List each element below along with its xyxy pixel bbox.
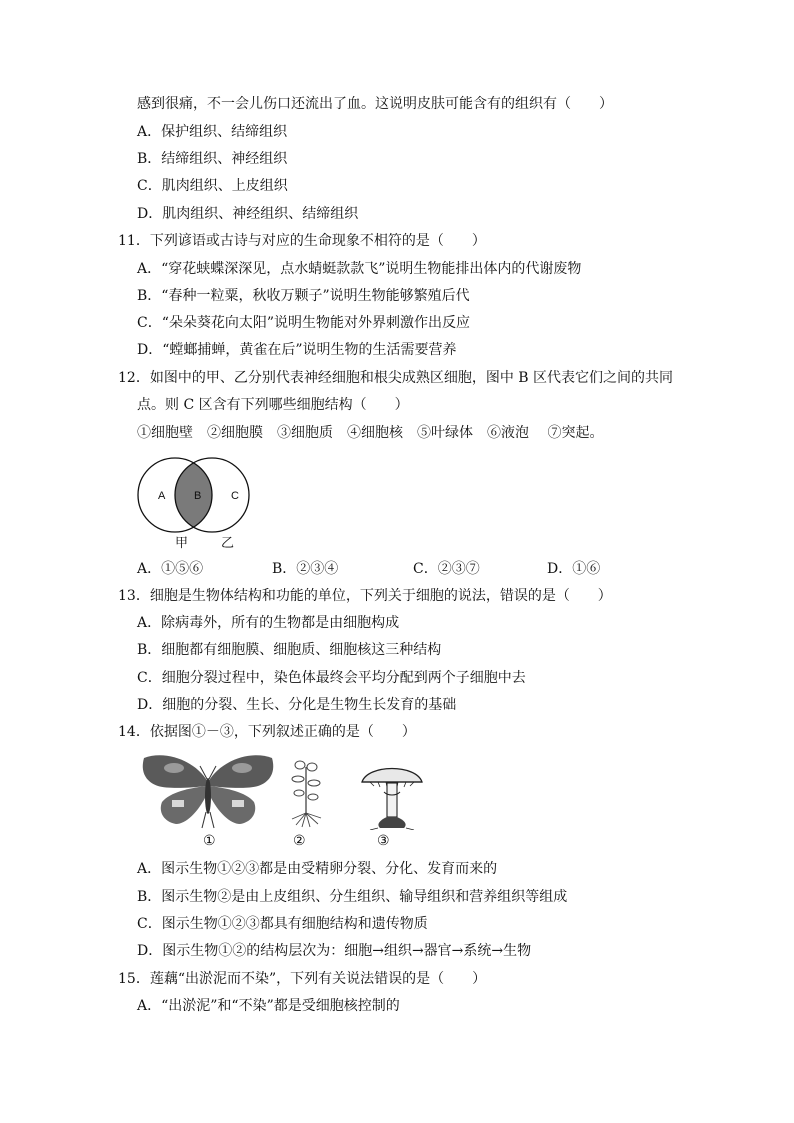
venn-label-yi: 乙 bbox=[221, 535, 235, 550]
q10-option-d: D．肌肉组织、神经组织、结缔组织 bbox=[137, 206, 359, 222]
q11-option-b: B．“春种一粒粟，秋收万颗子”说明生物能够繁殖后代 bbox=[137, 288, 470, 304]
q11-option-a: A．“穿花蛱蝶深深见，点水蜻蜓款款飞”说明生物能排出体内的代谢废物 bbox=[137, 261, 582, 277]
venn-label-a: A bbox=[158, 490, 166, 502]
q10-option-c: C．肌肉组织、上皮组织 bbox=[137, 178, 288, 194]
venn-label-b: B bbox=[194, 490, 202, 502]
q13-option-a: A．除病毒外，所有的生物都是由细胞构成 bbox=[137, 615, 400, 631]
q15-option-a: A．“出淤泥”和“不染”都是受细胞核控制的 bbox=[137, 998, 400, 1014]
q14-option-d: D．图示生物①②的结构层次为：细胞→组织→器官→系统→生物 bbox=[137, 943, 532, 959]
mushroom-image bbox=[360, 758, 424, 830]
q10-stem-continuation: 感到很痛，不一会儿伤口还流出了血。这说明皮肤可能含有的组织有（ ） bbox=[137, 96, 613, 112]
q14-option-c: C．图示生物①②③都具有细胞结构和遗传物质 bbox=[137, 916, 428, 932]
q12-stem-line2: 点。则 C 区含有下列哪些细胞结构（ ） bbox=[137, 397, 409, 413]
q15-stem: 15．莲藕“出淤泥而不染”，下列有关说法错误的是（ ） bbox=[118, 971, 487, 987]
figure-label-2: ② bbox=[293, 833, 306, 849]
q12-structure-list: ①细胞壁 ②细胞膜 ③细胞质 ④细胞核 ⑤叶绿体 ⑥液泡 ⑦突起。 bbox=[137, 425, 604, 441]
q12-option-a: A．①⑤⑥ bbox=[137, 561, 204, 577]
q10-option-b: B．结缔组织、神经组织 bbox=[137, 151, 288, 167]
q10-option-a: A．保护组织、结缔组织 bbox=[137, 124, 288, 140]
q11-option-d: D．“螳螂捕蝉，黄雀在后”说明生物的生活需要营养 bbox=[137, 342, 457, 358]
q14-option-a: A．图示生物①②③都是由受精卵分裂、分化、发育而来的 bbox=[137, 861, 498, 877]
q11-stem: 11．下列谚语或古诗与对应的生命现象不相符的是（ ） bbox=[118, 233, 486, 249]
figure-label-3: ③ bbox=[377, 833, 390, 849]
q14-stem: 14．依据图①－③，下列叙述正确的是（ ） bbox=[118, 724, 416, 740]
q12-option-c: C．②③⑦ bbox=[413, 561, 480, 577]
venn-label-jia: 甲 bbox=[175, 535, 189, 550]
q12-option-d: D．①⑥ bbox=[547, 561, 601, 577]
q11-option-c: C．“朵朵葵花向太阳”说明生物能对外界刺激作出反应 bbox=[137, 315, 471, 331]
butterfly-image bbox=[140, 752, 276, 830]
venn-label-c: C bbox=[231, 490, 239, 502]
plant-image bbox=[288, 757, 324, 829]
q14-option-b: B．图示生物②是由上皮组织、分生组织、输导组织和营养组织等组成 bbox=[137, 889, 568, 905]
q13-option-b: B．细胞都有细胞膜、细胞质、细胞核这三种结构 bbox=[137, 642, 442, 658]
q12-option-b: B．②③④ bbox=[272, 561, 339, 577]
q13-option-d: D．细胞的分裂、生长、分化是生物生长发育的基础 bbox=[137, 697, 457, 713]
figure-label-1: ① bbox=[203, 833, 216, 849]
q13-option-c: C．细胞分裂过程中，染色体最终会平均分配到两个子细胞中去 bbox=[137, 670, 526, 686]
q13-stem: 13．细胞是生物体结构和功能的单位，下列关于细胞的说法，错误的是（ ） bbox=[118, 588, 612, 604]
venn-diagram bbox=[130, 450, 270, 550]
q12-stem-line1: 12．如图中的甲、乙分别代表神经细胞和根尖成熟区细胞，图中 B 区代表它们之间的共同 bbox=[118, 370, 674, 386]
